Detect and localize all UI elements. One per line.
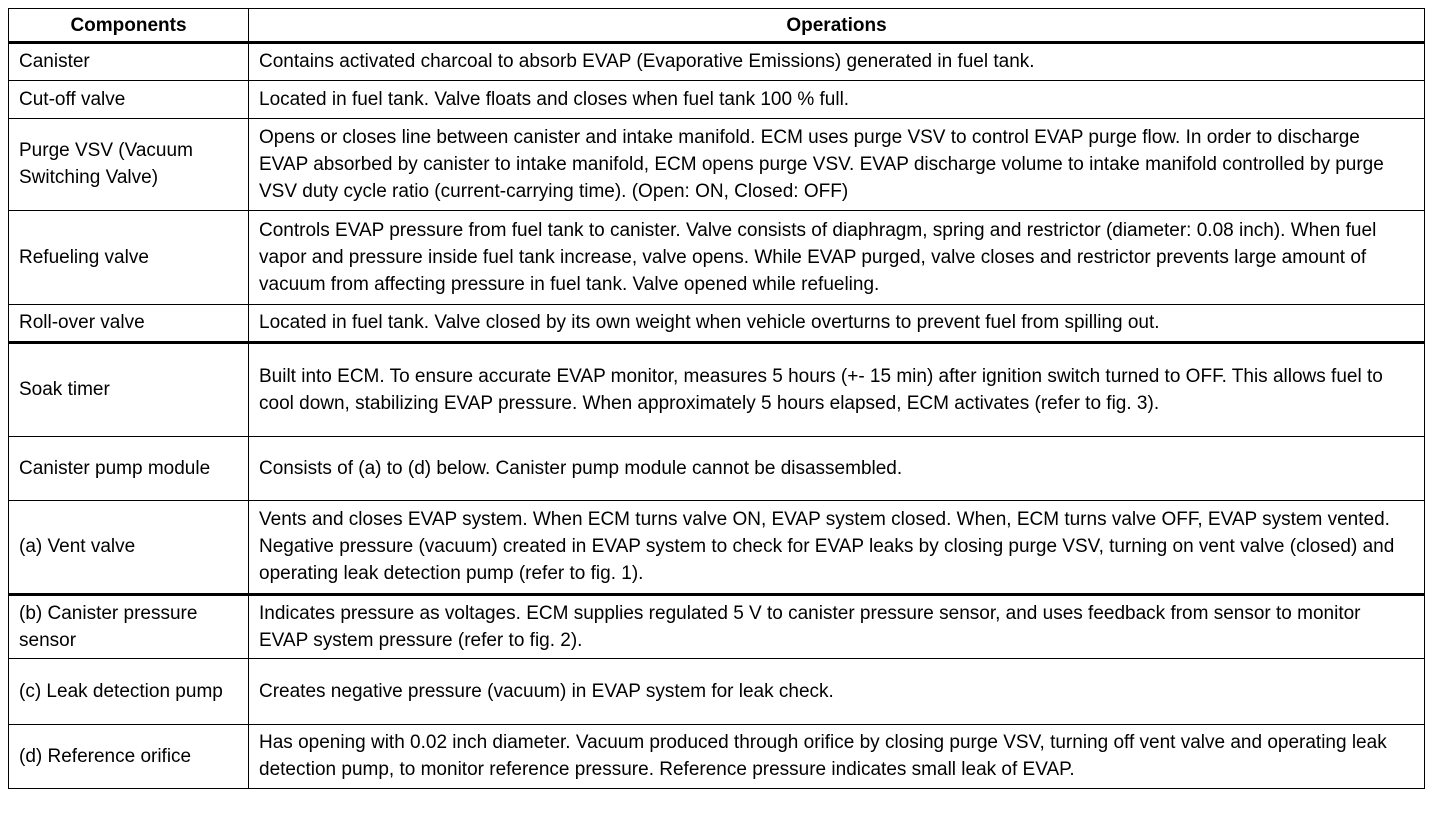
table-header-row [9,9,1425,43]
component-cell: (b) Canister pressure sensor [9,595,249,659]
operation-cell: Controls EVAP pressure from fuel tank to canister. Valve consists of diaphragm, spring and restrictor (diameter: 0.08 inch). When fuel vapor and pressure inside fuel tank increase, valve opens. While EVAP purged, valve closes and restrictor prevents large amount of vacuum from affecting pressure in fuel tank. Valve opened while refueling. [249,211,1425,305]
table-row [9,501,1425,595]
component-cell: (d) Reference orifice [9,725,249,789]
table-row [9,595,1425,659]
table-row [9,343,1425,437]
table-row [9,119,1425,211]
component-cell: Cut-off valve [9,81,249,119]
component-cell: Roll-over valve [9,305,249,343]
operation-cell: Located in fuel tank. Valve closed by its own weight when vehicle overturns to prevent fuel from spilling out. [249,305,1425,343]
component-cell: Purge VSV (Vacuum Switching Valve) [9,119,249,211]
component-cell: Canister pump module [9,437,249,501]
operation-cell: Built into ECM. To ensure accurate EVAP monitor, measures 5 hours (+- 15 min) after ignition switch turned to OFF. This allows fuel to cool down, stabilizing EVAP pressure. When approximately 5 hours elapsed, ECM activates (refer to fig. 3). [249,343,1425,437]
operation-cell: Opens or closes line between canister and intake manifold. ECM uses purge VSV to control EVAP purge flow. In order to discharge EVAP absorbed by canister to intake manifold, ECM opens purge VSV. EVAP discharge volume to intake manifold controlled by purge VSV duty cycle ratio (current-carrying time). (Open: ON, Closed: OFF) [249,119,1425,211]
operation-cell: Contains activated charcoal to absorb EVAP (Evaporative Emissions) generated in fuel tank. [249,43,1425,81]
component-cell: (a) Vent valve [9,501,249,595]
table-row [9,211,1425,305]
table-row [9,81,1425,119]
table-row [9,43,1425,81]
header-components: Components [9,9,249,43]
operation-cell: Has opening with 0.02 inch diameter. Vacuum produced through orifice by closing purge VSV, turning off vent valve and operating leak detection pump, to monitor reference pressure. Reference pressure indicates small leak of EVAP. [249,725,1425,789]
components-operations-table [8,8,1425,789]
operation-cell: Creates negative pressure (vacuum) in EVAP system for leak check. [249,659,1425,725]
operation-cell: Located in fuel tank. Valve floats and closes when fuel tank 100 % full. [249,81,1425,119]
operation-cell: Consists of (a) to (d) below. Canister pump module cannot be disassembled. [249,437,1425,501]
header-operations: Operations [249,9,1425,43]
operation-cell: Vents and closes EVAP system. When ECM turns valve ON, EVAP system closed. When, ECM turns valve OFF, EVAP system vented. Negative pressure (vacuum) created in EVAP system to check for EVAP leaks by closing purge VSV, turning on vent valve (closed) and operating leak detection pump (refer to fig. 1). [249,501,1425,595]
component-cell: Refueling valve [9,211,249,305]
operation-cell: Indicates pressure as voltages. ECM supplies regulated 5 V to canister pressure sensor, and uses feedback from sensor to monitor EVAP system pressure (refer to fig. 2). [249,595,1425,659]
table-row [9,725,1425,789]
table-row [9,437,1425,501]
table-row [9,305,1425,343]
table-row [9,659,1425,725]
component-cell: Canister [9,43,249,81]
evap-components-document [8,8,1424,789]
component-cell: Soak timer [9,343,249,437]
component-cell: (c) Leak detection pump [9,659,249,725]
